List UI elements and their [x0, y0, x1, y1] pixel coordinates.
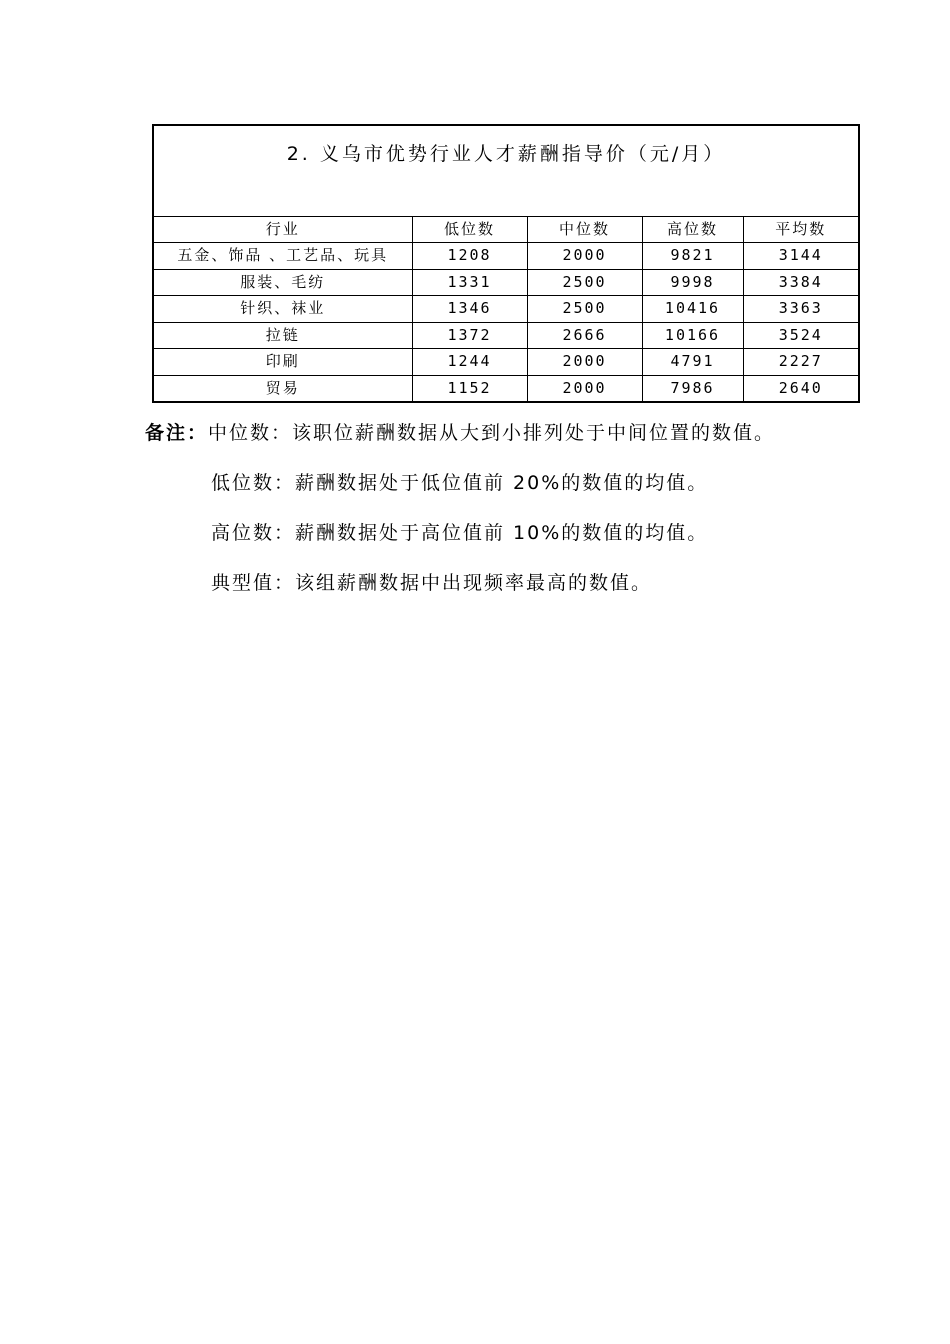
header-high: 高位数 [642, 216, 743, 243]
median-cell: 2000 [527, 349, 642, 376]
table-row [153, 296, 859, 323]
table-row [153, 243, 859, 270]
notes-label: 备注： [145, 422, 209, 444]
average-cell: 2640 [743, 375, 859, 402]
note-median: 中位数：该职位薪酬数据从大到小排列处于中间位置的数值。 [208, 422, 776, 444]
low-cell: 1372 [412, 322, 527, 349]
high-cell: 9821 [642, 243, 743, 270]
industry-cell: 贸易 [153, 375, 412, 402]
table-row [153, 322, 859, 349]
median-cell: 2666 [527, 322, 642, 349]
average-cell: 2227 [743, 349, 859, 376]
high-cell: 10416 [642, 296, 743, 323]
low-cell: 1208 [412, 243, 527, 270]
high-cell: 7986 [642, 375, 743, 402]
table-row [153, 349, 859, 376]
median-cell: 2000 [527, 375, 642, 402]
table-title: 2. 义乌市优势行业人才薪酬指导价（元/月） [153, 125, 859, 216]
note-typical: 典型值：该组薪酬数据中出现频率最高的数值。 [211, 572, 653, 594]
industry-cell: 针织、袜业 [153, 296, 412, 323]
note-low: 低位数：薪酬数据处于低位值前 20%的数值的均值。 [211, 472, 709, 494]
note-high: 高位数：薪酬数据处于高位值前 10%的数值的均值。 [211, 522, 709, 544]
header-low: 低位数 [412, 216, 527, 243]
low-cell: 1244 [412, 349, 527, 376]
notes-section [145, 418, 775, 618]
high-cell: 9998 [642, 269, 743, 296]
note-line [145, 418, 775, 468]
average-cell: 3144 [743, 243, 859, 270]
high-cell: 4791 [642, 349, 743, 376]
median-cell: 2500 [527, 296, 642, 323]
industry-cell: 拉链 [153, 322, 412, 349]
industry-cell: 五金、饰品 、工艺品、玩具 [153, 243, 412, 270]
industry-cell: 服装、毛纺 [153, 269, 412, 296]
header-average: 平均数 [743, 216, 859, 243]
table-row [153, 375, 859, 402]
table-row [153, 269, 859, 296]
high-cell: 10166 [642, 322, 743, 349]
low-cell: 1346 [412, 296, 527, 323]
average-cell: 3363 [743, 296, 859, 323]
header-industry: 行业 [153, 216, 412, 243]
average-cell: 3384 [743, 269, 859, 296]
low-cell: 1331 [412, 269, 527, 296]
median-cell: 2500 [527, 269, 642, 296]
low-cell: 1152 [412, 375, 527, 402]
median-cell: 2000 [527, 243, 642, 270]
average-cell: 3524 [743, 322, 859, 349]
salary-guide-table [152, 124, 860, 403]
industry-cell: 印刷 [153, 349, 412, 376]
header-row [153, 216, 859, 243]
header-median: 中位数 [527, 216, 642, 243]
